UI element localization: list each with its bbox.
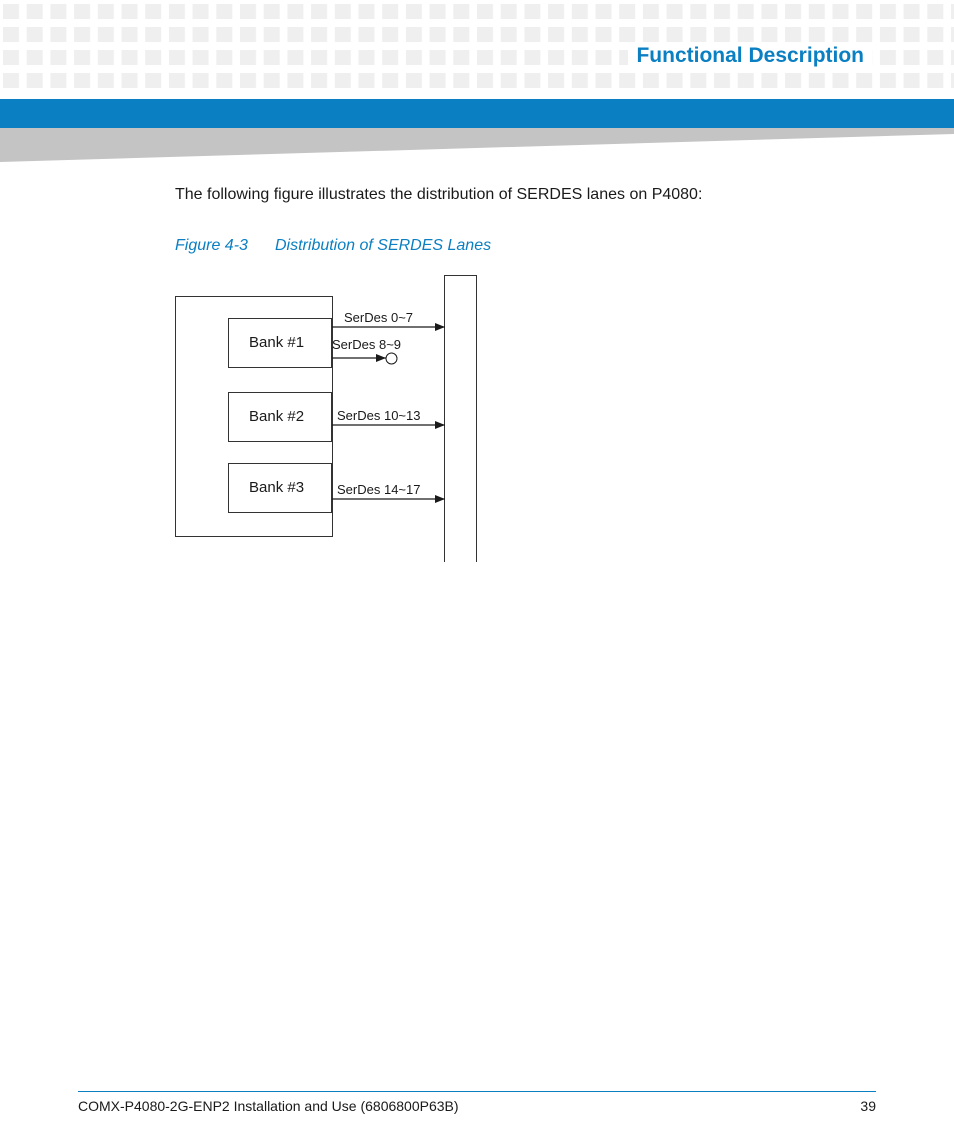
section-title: Functional Description	[628, 42, 872, 70]
lane-label-0-7: SerDes 0~7	[344, 310, 414, 325]
footer-page-number: 39	[860, 1098, 876, 1114]
bank-label-1: Bank #1	[249, 334, 305, 351]
header-grey-wedge	[0, 128, 954, 164]
header-blue-band	[0, 99, 954, 128]
figure-caption	[175, 235, 491, 257]
footer-rule	[78, 1091, 876, 1092]
unconnected-terminal-icon	[386, 353, 397, 364]
lane-label-8-9: SerDes 8~9	[332, 337, 402, 352]
connector-bar	[445, 276, 477, 563]
figure-caption-title: Distribution of SERDES Lanes	[275, 237, 492, 254]
lane-label-14-17: SerDes 14~17	[337, 482, 421, 497]
serdes-diagram	[170, 270, 490, 562]
bank-label-2: Bank #2	[249, 408, 305, 425]
bank-label-3: Bank #3	[249, 479, 305, 496]
figure-caption-number: Figure 4-3	[175, 237, 248, 254]
intro-paragraph: The following figure illustrates the distribution of SERDES lanes on P4080:	[175, 186, 703, 203]
lane-label-10-13: SerDes 10~13	[337, 408, 421, 423]
footer-document-title: COMX-P4080-2G-ENP2 Installation and Use (6806800P63B)	[78, 1098, 459, 1114]
